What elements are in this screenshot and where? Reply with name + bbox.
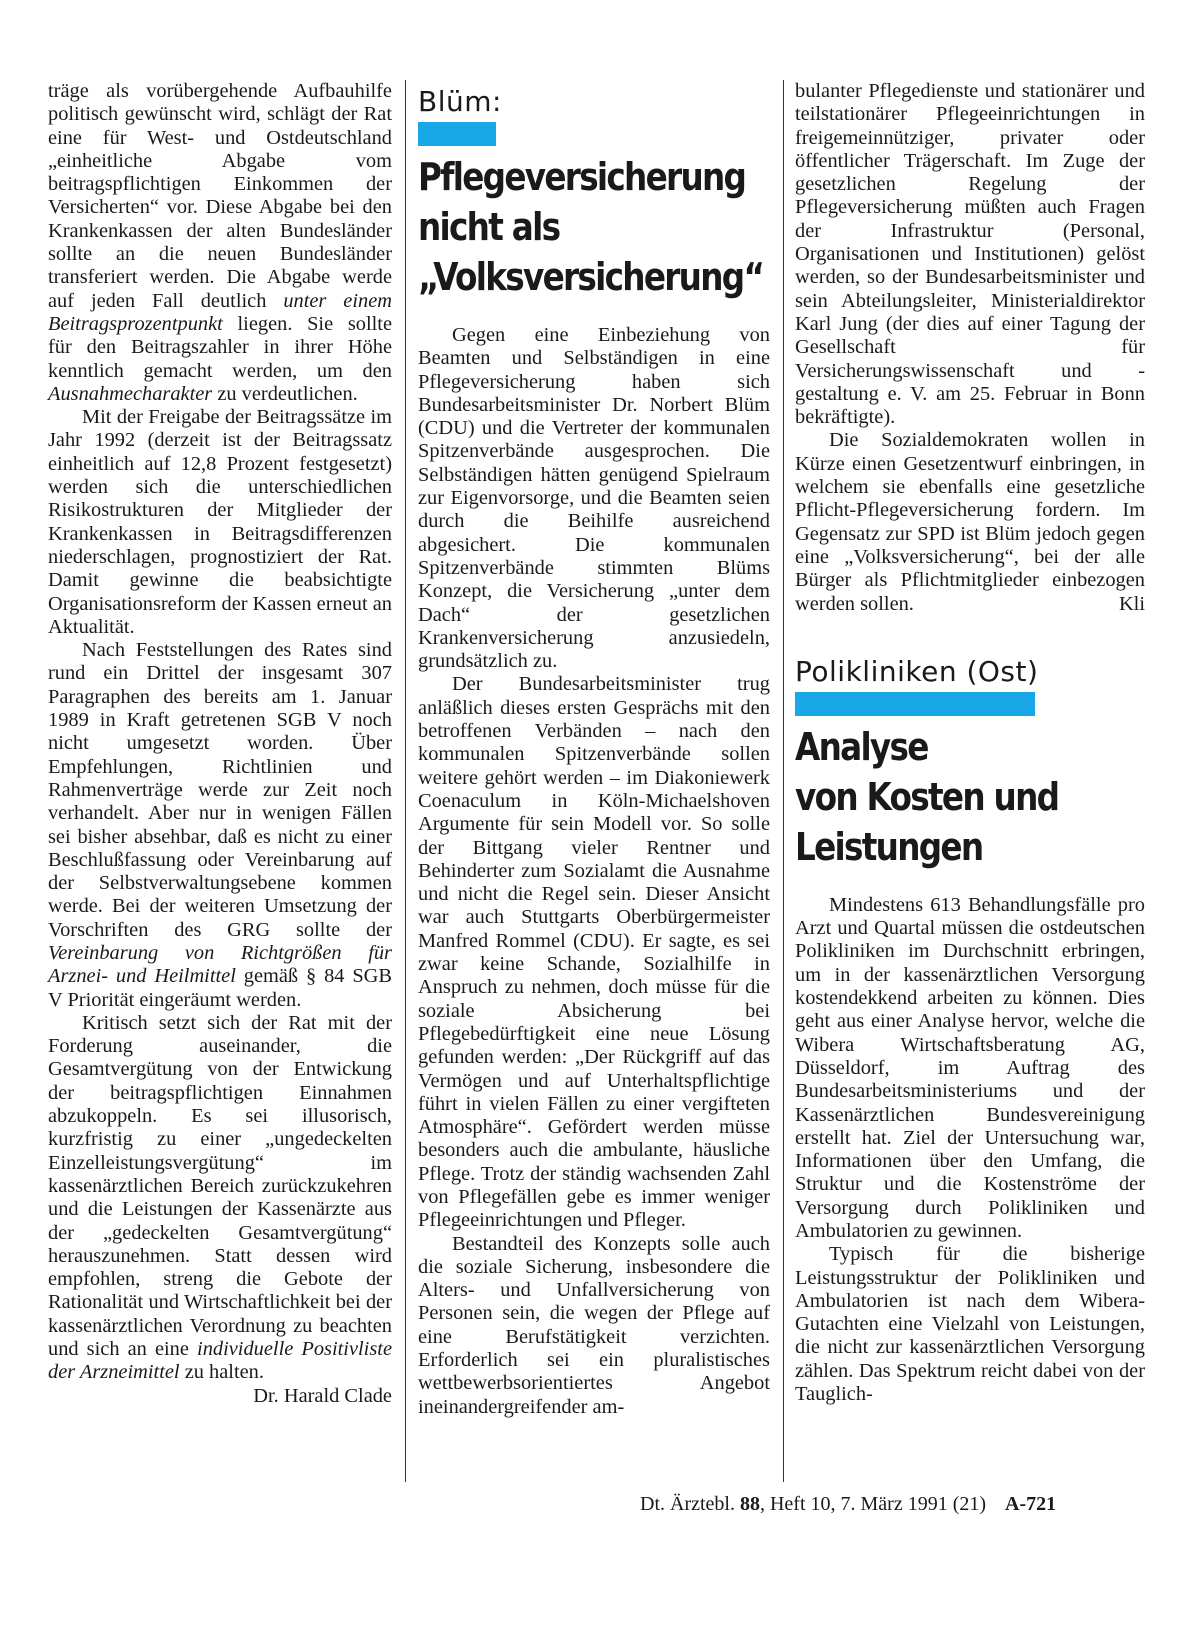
italic-run: Ausnahmecharakter	[48, 382, 213, 405]
text-run: Mindestens 613 Behandlungsfälle pro Arzt und Quartal müssen die ostdeutschen Polikliniken im Durchschnitt erbringen, um in der kassenärztlichen Versorgung kostendekkend arbeiten zu können. Dies geht aus einer Analyse hervor, welche die Wibera Wirtschaftsberatung AG, Düsseldorf, im Auftrag des Bundesarbeitsministeriums und der Kassenärztlichen Bundesvereinigung erstellt hat. Ziel der Untersuchung war, Informationen über den Umfang, die Struktur und die Kostenströme der Versorgung durch Polikliniken und Ambulatorien zu gewinnen.	[795, 893, 1145, 1242]
article-kicker: Blüm:	[418, 85, 502, 118]
article-kicker: Polikliniken (Ost)	[795, 654, 1039, 688]
text-run: Nach Feststellungen des Rates sind rund ein Drittel der insgesamt 307 Paragraphen des bereits am 1. Januar 1989 in Kraft getretenen SGB V noch nicht umgesetzt worden. Über Empfehlungen, Richtlinien und Rahmenverträge werde zur Zeit noch verhandelt. Aber nur in wenigen Fällen sei bisher absehbar, daß es nicht zu einer Beschlußfassung oder Vereinbarung auf der Selbstverwaltungsebene kommen werde. Bei der weiteren Umsetzung der Vorschriften des GRG sollte der	[48, 639, 392, 941]
headline-line: Leistungen	[795, 824, 983, 869]
text-run: Bestandteil des Konzepts solle auch die soziale Sicherung, insbesondere die Alters- und Unfallversicherung von Personen sein, die wegen der Pflege auf eine Berufstätigkeit verzichten. Erforderlich sei ein pluralistisches wettbewerbsorientiertes Angebot ineinandergreifender am-	[418, 1232, 770, 1418]
text-run: Mit der Freigabe der Beitragssätze im Jahr 1992 (derzeit ist der Beitragssatz einheitlich auf 12,8 Prozent festgesetzt) werden sich die unterschiedlichen Risikostrukturen der Mitglieder der Krankenkassen in Beitragsdifferenzen niederschlagen, prognostiziert der Rat. Damit gewinne die beabsichtigte Organisationsreform der Kassen erneut an Aktualität.	[48, 406, 392, 638]
headline-line: von Kosten und	[795, 774, 1059, 819]
paragraph	[418, 673, 770, 1232]
page-footer	[640, 1492, 1140, 1516]
column-left	[48, 80, 392, 1408]
footer-journal: Dt. Ärztebl.	[640, 1493, 735, 1515]
text-run: Kritisch setzt sich der Rat mit der Forderung auseinander, die Gesamtvergütung von der Entwickung der beitragspflichtigen Einnahmen abzukoppeln. Es sei illusorisch, kurzfristig zu einer „ungedeckelten Einzelleistungsvergütung“ im kassenärztlichen Bereich zurückzukehren und die Leistungen der Kassenärzte aus der „gedeckelten Gesamtvergütung“ herauszunehmen. Statt dessen wird empfohlen, streng die Gebote der Rationalität und Wirtschaftlichkeit bei der kassenärztlichen Verordnung zu beachten und sich an eine	[48, 1011, 392, 1361]
paragraph	[795, 429, 1145, 615]
headline-line: Analyse	[795, 724, 928, 769]
article-headline	[795, 722, 1096, 872]
paragraph	[418, 1233, 770, 1419]
text-run: Typisch für die bisherige Leistungsstruktur der Polikliniken und Ambulatorien ist nach dem Wibera-Gutachten eine Vielzahl von Leistungen, die nicht zur kassenärztlichen Versorgung zählen. Das Spektrum reicht dabei von der Tauglich-	[795, 1243, 1145, 1406]
text-run: zu halten.	[179, 1361, 264, 1384]
accent-bar	[418, 122, 496, 146]
paragraph	[48, 80, 392, 406]
author-signature: Kli	[1118, 592, 1145, 615]
paragraph	[795, 1243, 1145, 1406]
italic-run: Vereinbarung von Richtgrößen für Arznei- und Heilmittel	[48, 941, 392, 988]
paragraph	[48, 639, 392, 1012]
article-body-continued	[795, 80, 1145, 616]
column-divider	[405, 80, 406, 1482]
text-run: gemäß § 84 SGB V Priorität eingeräumt werden.	[48, 965, 392, 1011]
article-body	[795, 894, 1145, 1407]
text-run: träge als vorübergehende Aufbauhilfe politisch gewünscht wird, schlägt der Rat eine für West- und Ostdeutschland „einheitliche Abgabe vom beitragspflichtigen Einkommen der Versicherten“ vor. Diese Abgabe bei den Krankenkassen der alten Bundesländer sollte an die neuen Bundesländer transferiert werden. Die Abgabe werde auf jeden Fall deutlich	[48, 80, 392, 312]
italic-run: unter einem Beitragsprozentpunkt	[48, 289, 392, 335]
text-run: Gegen eine Einbeziehung von Beamten und Selbständigen in eine Pflegeversicherung haben sich Bundesarbeitsminister Dr. Norbert Blüm (CDU) und die Vertreter der kommunalen Spitzenverbände ausgesprochen. Die Selbständigen hätten genügend Spielraum zur Eigenvorsorge, und die Beamten seien durch die Beihilfe ausreichend abgesichert. Die kommunalen Spitzenverbände stimmten Blüms Konzept, die Versicherung „unter dem Dach“ der gesetzlichen Krankenversicherung anzusiedeln, grundsätzlich zu.	[418, 324, 770, 673]
text-run: bulanter Pflegedienste und stationärer und teilstationärer Pflegeeinrichtungen in freigemeinnütziger, privater oder öffentlicher Trägerschaft. Im Zuge der gesetzlichen Regelung der Pflegeversicherung müßten auch Fragen der Infrastruktur (Personal, Organisationen und Institutionen) gelöst werden, so der Bundesarbeitsminister und sein Abteilungsleiter, Ministerialdirektor Karl Jung (der dies auf einer Tagung der Gesellschaft für Versicherungswissenschaft und -gestaltung e. V. am 25. Februar in Bonn bekräftigte).	[795, 80, 1145, 429]
paragraph	[795, 894, 1145, 1243]
author-signature: Dr. Harald Clade	[253, 1384, 392, 1407]
footer-issue: , Heft 10, 7. März 1991 (21)	[759, 1493, 987, 1515]
paragraph	[48, 406, 392, 639]
headline-line: Pflegeversicherung	[418, 155, 746, 199]
headline-line: nicht als	[418, 205, 560, 249]
paragraph	[48, 1012, 392, 1408]
article-headline	[418, 152, 764, 302]
column-right	[795, 80, 1145, 1406]
italic-run: individuelle Positivliste der Arzneimittel	[48, 1338, 392, 1384]
page-number: A-721	[1005, 1493, 1057, 1515]
accent-bar	[795, 692, 1035, 716]
column-divider	[783, 80, 784, 1482]
headline-line: „Volksversicherung“	[418, 255, 764, 299]
paragraph	[795, 80, 1145, 429]
paragraph	[418, 324, 770, 673]
article-body	[418, 324, 770, 1419]
text-run: zu verdeutlichen.	[212, 382, 358, 405]
text-run: liegen. Sie sollte für den Beitragszahler in ihrer Höhe kenntlich gemacht werden, um den	[48, 312, 392, 382]
column-middle	[418, 80, 770, 1419]
text-run: Die Sozialdemokraten wollen in Kürze einen Gesetzentwurf einbringen, in welchem sie ebenfalls eine gesetzliche Pflicht-Pflegeversicherung fordern. Im Gegensatz zur SPD ist Blüm jedoch gegen eine „Volksversicherung“, bei der alle Bürger als Pflichtmitglieder einbezogen werden sollen.	[795, 429, 1145, 615]
text-run: Der Bundesarbeitsminister trug anläßlich dieses ersten Gesprächs mit den betroffenen Verbänden – nach den kommunalen Spitzenverbände sollen weitere gehört werden – im Diakoniewerk Coenaculum in Köln-Michaelshoven Argumente für sein Modell vor. So solle der Bittgang vieler Rentner und Behinderter zum Sozialamt die Ausnahme und nicht die Regel sein. Dieser Ansicht war auch Stuttgarts Oberbürgermeister Manfred Rommel (CDU). Er sagte, es sei zwar keine Schande, Sozialhilfe in Anspruch zu nehmen, doch müsse für die soziale Absicherung bei Pflegebedürftigkeit eine neue Lösung gefunden werden: „Der Rückgriff auf das Vermögen und auf Unterhaltspflichtige führt in vielen Fällen zu einer vergifteten Atmosphäre“. Gefördert werden müsse besonders auch die ambulante, häusliche Pflege. Trotz der ständig wachsenden Zahl von Pflegefällen gebe es immer weniger Pflegeeinrichtungen und Pfleger.	[418, 673, 770, 1232]
footer-volume: 88	[739, 1493, 760, 1515]
